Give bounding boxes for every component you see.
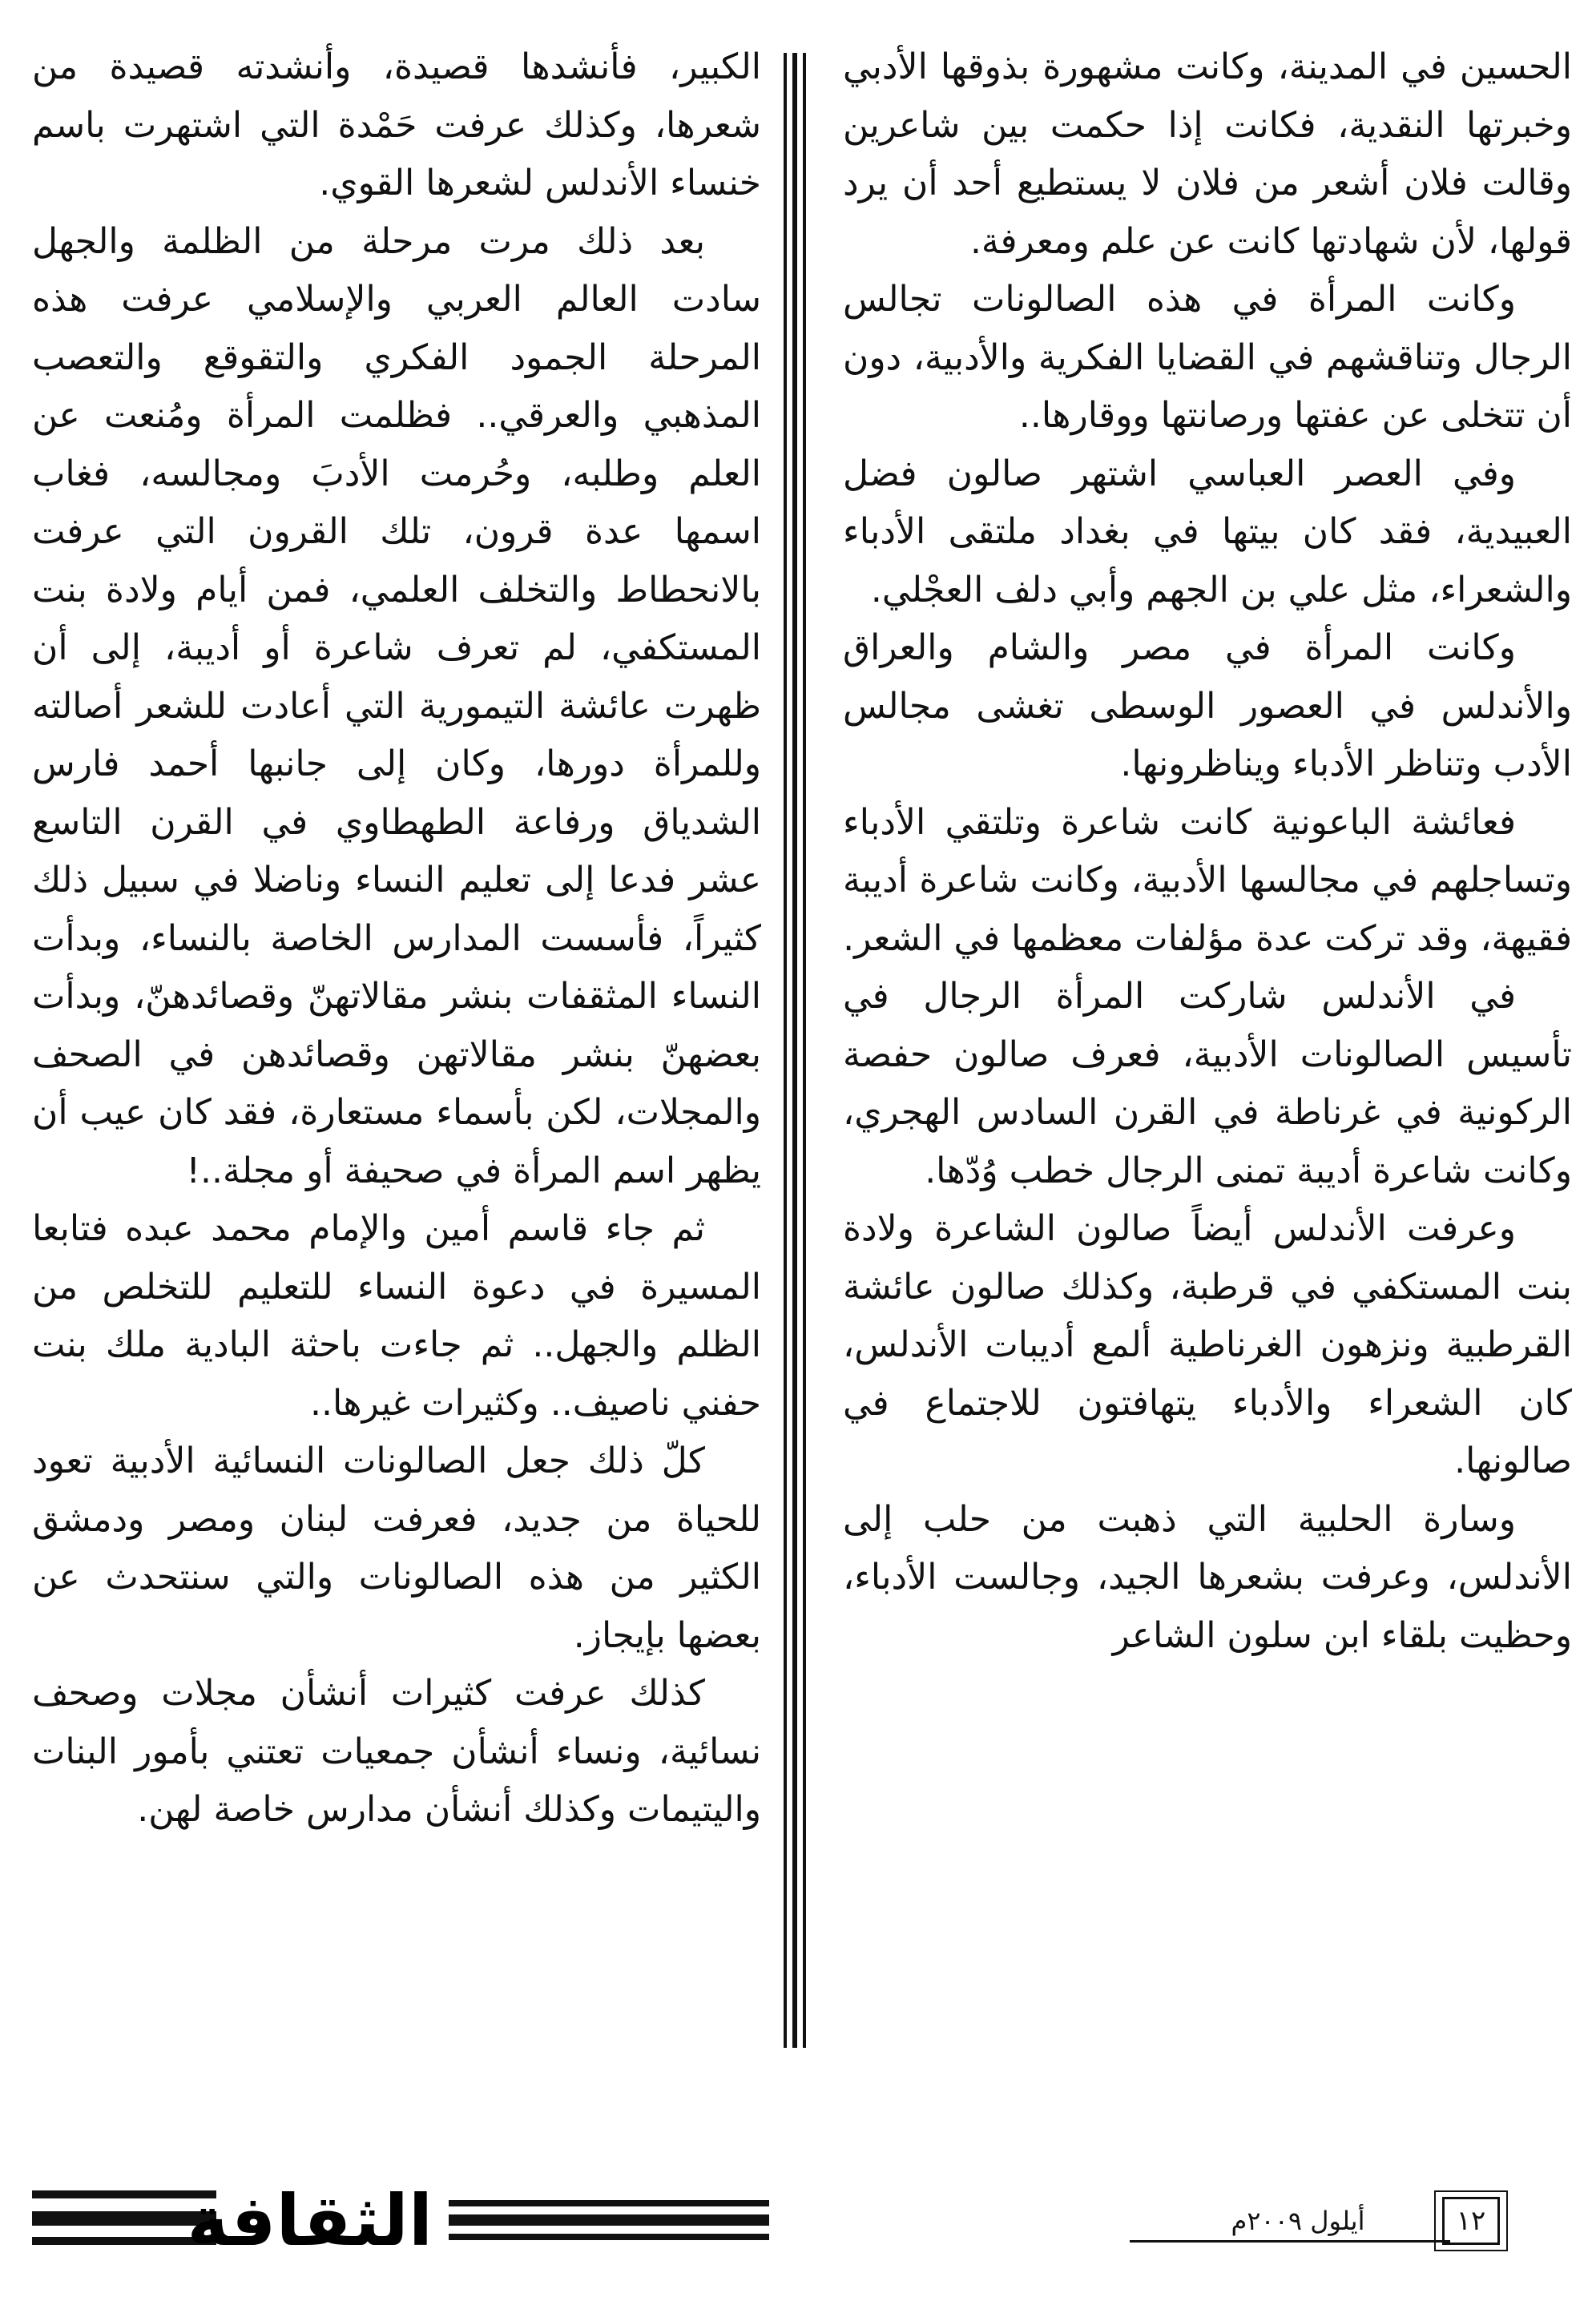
article-column-left — [32, 38, 761, 2073]
article-paragraph: وكانت المرأة في هذه الصالونات تجالس الرجال وتناقشهم في القضايا الفكرية والأدبية، دون أن تتخلى عن عفتها ورصانتها ووقارها.. — [843, 279, 1572, 436]
article-paragraph: بعد ذلك مرت مرحلة من الظلمة والجهل سادت العالم العربي والإسلامي عرفت هذه المرحلة الجمود الفكري والتقوقع والتعصب المذهبي والعرقي.. فظلمت المرأة ومُنعت عن العلم وطلبه، وحُرمت الأدبَ ومجالسه، فغاب اسمها عدة قرون، تلك القرون التي عرفت بالانحطاط والتخلف العلمي، فمن أيام ولادة بنت المستكفي، لم تعرف شاعرة أو أديبة، إلى أن ظهرت عائشة التيمورية التي أعادت للشعر أصالته وللمرأة دورها، وكان إلى جانبها أحمد فارس الشدياق ورفاعة الطهطاوي في القرن التاسع عشر فدعا إلى تعليم النساء وناضلا في سبيل ذلك كثيراً، فأسست المدارس الخاصة بالنساء، وبدأت النساء المثقفات بنشر مقالاتهنّ وقصائدهنّ، وبدأت بعضهنّ بنشر مقالاتهن وقصائدهن في الصحف والمجلات، لكن بأسماء مستعارة، فقد كان عيب أن يظهر اسم المرأة في صحيفة أو مجلة..! — [32, 220, 761, 1191]
footer-rule — [1130, 2240, 1450, 2243]
footer-bar — [449, 2214, 769, 2226]
article-paragraph: وعرفت الأندلس أيضاً صالون الشاعرة ولادة بنت المستكفي في قرطبة، وكذلك صالون عائشة القرطبية ونزهون الغرناطية ألمع أديبات الأندلس، كان الشعراء والأدباء يتهافتون للاجتماع في صالونها. — [843, 1208, 1572, 1481]
article-paragraph: كذلك عرفت كثيرات أنشأن مجلات وصحف نسائية، ونساء أنشأن جمعيات تعتني بأمور البنات واليتيمات وكذلك أنشأن مدارس خاصة لهن. — [32, 1673, 761, 1830]
article-paragraph: كلّ ذلك جعل الصالونات النسائية الأدبية تعود للحياة من جديد، فعرفت لبنان ومصر ودمشق الكثير من هذه الصالونات والتي سنتحدث عن بعضها بإيجاز. — [32, 1441, 761, 1656]
issue-date: أيلول ٢٠٠٩م — [1231, 2206, 1365, 2236]
magazine-logo: الثقافة — [187, 2179, 433, 2262]
divider-rule — [792, 53, 797, 2048]
article-paragraph: فعائشة الباعونية كانت شاعرة وتلتقي الأدباء وتساجلهم في مجالسها الأدبية، وكانت شاعرة أديبة فقيهة، وقد تركت عدة مؤلفات معظمها في الشعر. — [843, 801, 1572, 959]
page-footer — [0, 2179, 1596, 2267]
footer-bar — [449, 2200, 769, 2206]
footer-decorative-bars — [449, 2190, 769, 2256]
article-paragraph: الحسين في المدينة، وكانت مشهورة بذوقها الأدبي وخبرتها النقدية، فكانت إذا حكمت بين شاعرين وقالت فلان أشعر من فلان لا يستطيع أحد أن يرد قولها، لأن شهادتها كانت عن علم ومعرفة. — [843, 46, 1572, 262]
article-paragraph: في الأندلس شاركت المرأة الرجال في تأسيس الصالونات الأدبية، فعرف صالون حفصة الركونية في غرناطة في القرن السادس الهجري، وكانت شاعرة أديبة تمنى الرجال خطب وُدّها. — [843, 976, 1572, 1191]
article-column-right — [843, 38, 1572, 2073]
article-paragraph: الكبير، فأنشدها قصيدة، وأنشدته قصيدة من شعرها، وكذلك عرفت حَمْدة التي اشتهرت باسم خنساء الأندلس لشعرها القوي. — [32, 46, 761, 204]
article-paragraph: وفي العصر العباسي اشتهر صالون فضل العبيدية، فقد كان بيتها في بغداد ملتقى الأدباء والشعراء، مثل علي بن الجهم وأبي دلف العجْلي. — [843, 453, 1572, 611]
divider-rule — [803, 53, 806, 2048]
article-paragraph: وسارة الحلبية التي ذهبت من حلب إلى الأندلس، وعرفت بشعرها الجيد، وجالست الأدباء، وحظيت بلقاء ابن سلون الشاعر — [843, 1498, 1572, 1656]
article-paragraph: وكانت المرأة في مصر والشام والعراق والأندلس في العصور الوسطى تغشى مجالس الأدب وتناظر الأدباء ويناظرونها. — [843, 627, 1572, 784]
article-paragraph: ثم جاء قاسم أمين والإمام محمد عبده فتابعا المسيرة في دعوة النساء للتعليم للتخلص من الظلم والجهل.. ثم جاءت باحثة البادية ملك بنت حفني ناصيف.. وكثيرات غيرها.. — [32, 1208, 761, 1424]
divider-rule — [784, 53, 787, 2048]
page-number: ١٢ — [1442, 2197, 1500, 2245]
footer-bar — [449, 2234, 769, 2240]
column-divider — [784, 53, 808, 2048]
